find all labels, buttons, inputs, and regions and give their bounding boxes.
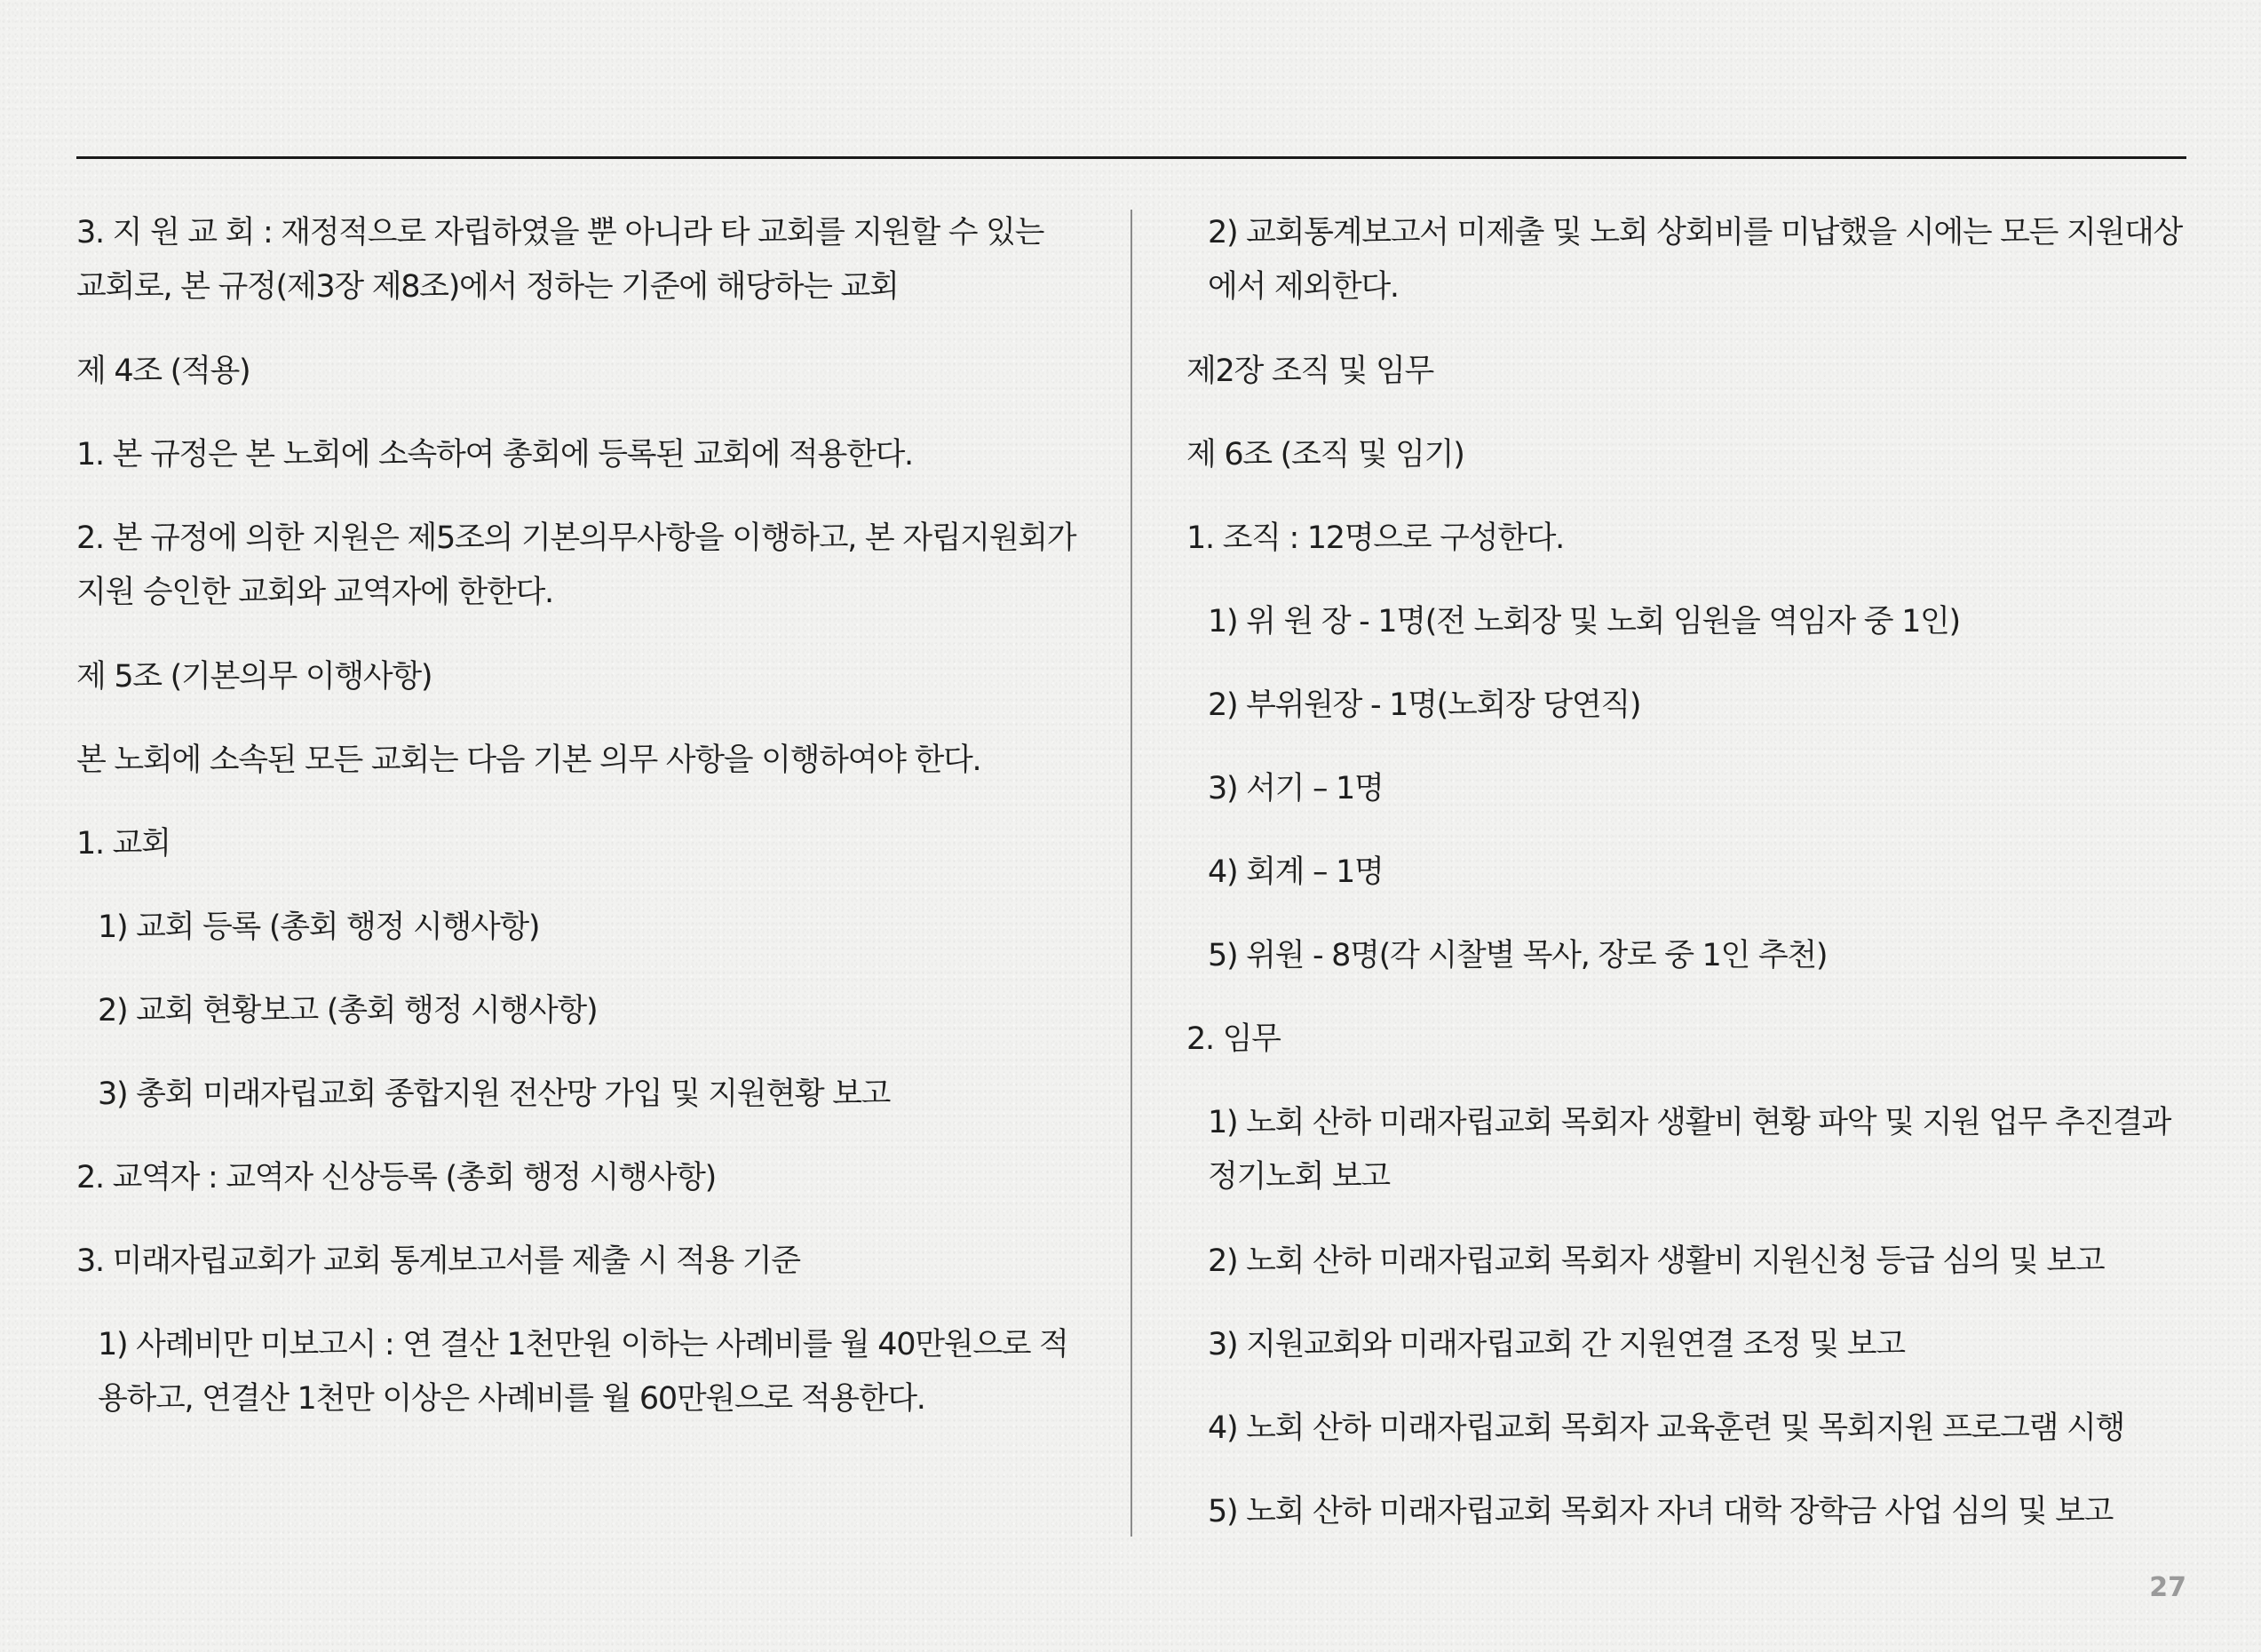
paragraph-support-church-definition: 3. 지 원 교 회 : 재정적으로 자립하였을 뿐 아니라 타 교회를 지원할 수 있는 교회로, 본 규정(제3장 제8조)에서 정하는 기준에 해당하는 교회 xyxy=(76,215,1044,305)
header-rule xyxy=(76,156,2186,159)
list-heading-minister: 2. 교역자 : 교역자 신상등록 (총회 행정 시행사항) xyxy=(76,1160,716,1195)
chapter-2-heading: 제2장 조직 및 임무 xyxy=(1186,353,1434,389)
list-item-exclusion-rule: 2) 교회통계보고서 미제출 및 노회 상회비를 미납했을 시에는 모든 지원대상에서 제외한다. xyxy=(1208,215,2183,305)
list-item-duty-1: 1) 노회 산하 미래자립교회 목회자 생활비 현황 파악 및 지원 업무 추진결과 정기노회 보고 xyxy=(1208,1105,2171,1195)
article-4-heading: 제 4조 (적용) xyxy=(76,353,250,389)
list-heading-organization: 1. 조직 : 12명으로 구성한다. xyxy=(1186,520,1564,556)
paragraph-duties-intro: 본 노회에 소속된 모든 교회는 다음 기본 의무 사항을 이행하여야 한다. xyxy=(76,743,981,778)
list-item-church-status-report: 2) 교회 현황보고 (총회 행정 시행사항) xyxy=(98,993,598,1029)
right-column xyxy=(1186,206,2190,1569)
list-item-secretary: 3) 서기 – 1명 xyxy=(1208,771,1384,806)
list-heading-duties: 2. 임무 xyxy=(1186,1021,1281,1057)
page-number: 27 xyxy=(2149,1572,2186,1603)
list-heading-report-criteria: 3. 미래자립교회가 교회 통계보고서를 제출 시 적용 기준 xyxy=(76,1243,800,1279)
column-divider xyxy=(1130,210,1132,1537)
paragraph-scope-1: 1. 본 규정은 본 노회에 소속하여 총회에 등록된 교회에 적용한다. xyxy=(76,437,913,473)
list-item-duty-3: 3) 지원교회와 미래자립교회 간 지원연결 조정 및 보고 xyxy=(1208,1327,1905,1362)
list-item-members: 5) 위원 - 8명(각 시찰별 목사, 장로 중 1인 추천) xyxy=(1208,938,1828,973)
article-6-heading: 제 6조 (조직 및 임기) xyxy=(1186,437,1464,473)
list-item-duty-2: 2) 노회 산하 미래자립교회 목회자 생활비 지원신청 등급 심의 및 보고 xyxy=(1208,1243,2105,1279)
list-item-salary-criteria: 1) 사례비만 미보고시 : 연 결산 1천만원 이하는 사례비를 월 40만원으로 적용하고, 연결산 1천만 이상은 사례비를 월 60만원으로 적용한다. xyxy=(98,1327,1068,1417)
list-item-duty-4: 4) 노회 산하 미래자립교회 목회자 교육훈련 및 목회지원 프로그램 시행 xyxy=(1208,1410,2125,1446)
list-item-treasurer: 4) 회계 – 1명 xyxy=(1208,854,1384,890)
list-item-vice-chairman: 2) 부위원장 - 1명(노회장 당연직) xyxy=(1208,687,1641,723)
list-item-network-registration: 3) 총회 미래자립교회 종합지원 전산망 가입 및 지원현황 보고 xyxy=(98,1076,891,1112)
article-5-heading: 제 5조 (기본의무 이행사항) xyxy=(76,659,432,695)
list-item-chairman: 1) 위 원 장 - 1명(전 노회장 및 노회 임원을 역임자 중 1인) xyxy=(1208,604,1960,639)
list-item-duty-5: 5) 노회 산하 미래자립교회 목회자 자녀 대학 장학금 사업 심의 및 보고 xyxy=(1208,1494,2114,1529)
paragraph-scope-2: 2. 본 규정에 의한 지원은 제5조의 기본의무사항을 이행하고, 본 자립지원회가 지원 승인한 교회와 교역자에 한한다. xyxy=(76,520,1076,610)
left-column xyxy=(76,206,1080,1457)
list-heading-church: 1. 교회 xyxy=(76,826,171,862)
list-item-church-registration: 1) 교회 등록 (총회 행정 시행사항) xyxy=(98,909,540,945)
